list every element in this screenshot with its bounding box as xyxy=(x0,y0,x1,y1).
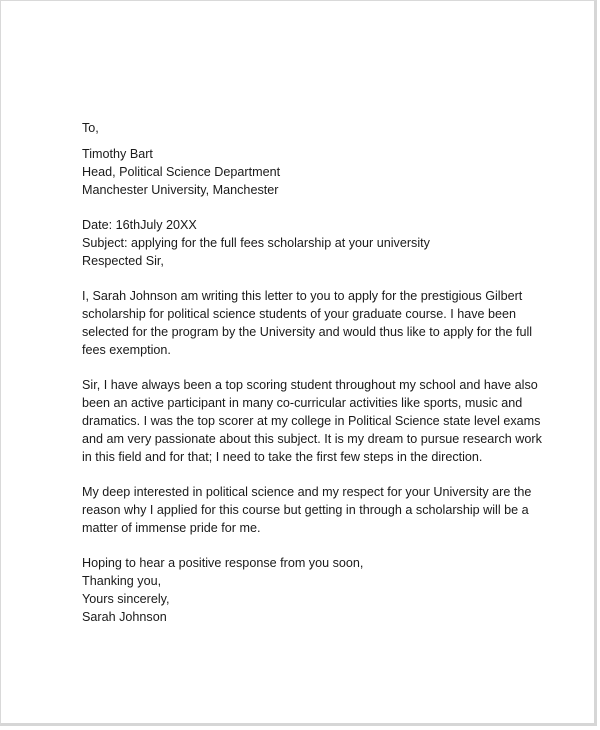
letter-closing xyxy=(82,554,542,626)
closing-line: Hoping to hear a positive response from you soon, xyxy=(82,556,364,570)
paragraph-line: I, Sarah Johnson am writing this letter to you to apply for the prestigious Gilbert xyxy=(82,289,523,303)
paragraph-line: scholarship for political science students of your graduate course. I have been xyxy=(82,307,517,321)
closing-valediction: Yours sincerely, xyxy=(82,592,170,606)
paragraph-motivation xyxy=(82,483,542,537)
paragraph-line: been an active participant in many co-curricular activities like sports, music and xyxy=(82,396,523,410)
paragraph-line: in this field and for that; I need to take the first few steps in the direction. xyxy=(82,450,483,464)
letter-header-info xyxy=(82,216,542,270)
letter-body xyxy=(82,119,542,626)
recipient-title: Head, Political Science Department xyxy=(82,165,281,179)
letter-subject: Subject: applying for the full fees scholarship at your university xyxy=(82,236,430,250)
closing-thanks: Thanking you, xyxy=(82,574,162,588)
paragraph-line: fees exemption. xyxy=(82,343,171,357)
paragraph-line: matter of immense pride for me. xyxy=(82,521,261,535)
paragraph-line: reason why I applied for this course but getting in through a scholarship will be a xyxy=(82,503,529,517)
paragraph-line: selected for the program by the University and would thus like to apply for the full xyxy=(82,325,533,339)
recipient-address xyxy=(82,145,542,199)
to-line-block xyxy=(82,119,542,137)
letter-date: Date: 16thJuly 20XX xyxy=(82,218,197,232)
paragraph-intro xyxy=(82,287,542,359)
paragraph-line: Sir, I have always been a top scoring student throughout my school and have also xyxy=(82,378,538,392)
paragraph-line: My deep interested in political science and my respect for your University are the xyxy=(82,485,532,499)
letter-greeting: Respected Sir, xyxy=(82,254,164,268)
paragraph-line: dramatics. I was the top scorer at my college in Political Science state level exams xyxy=(82,414,541,428)
paragraph-line: and am very passionate about this subject. It is my dream to pursue research work xyxy=(82,432,542,446)
recipient-institution: Manchester University, Manchester xyxy=(82,183,279,197)
recipient-name: Timothy Bart xyxy=(82,147,153,161)
to-salutation: To, xyxy=(82,121,99,135)
signature-name: Sarah Johnson xyxy=(82,610,167,624)
paragraph-achievements xyxy=(82,376,542,466)
